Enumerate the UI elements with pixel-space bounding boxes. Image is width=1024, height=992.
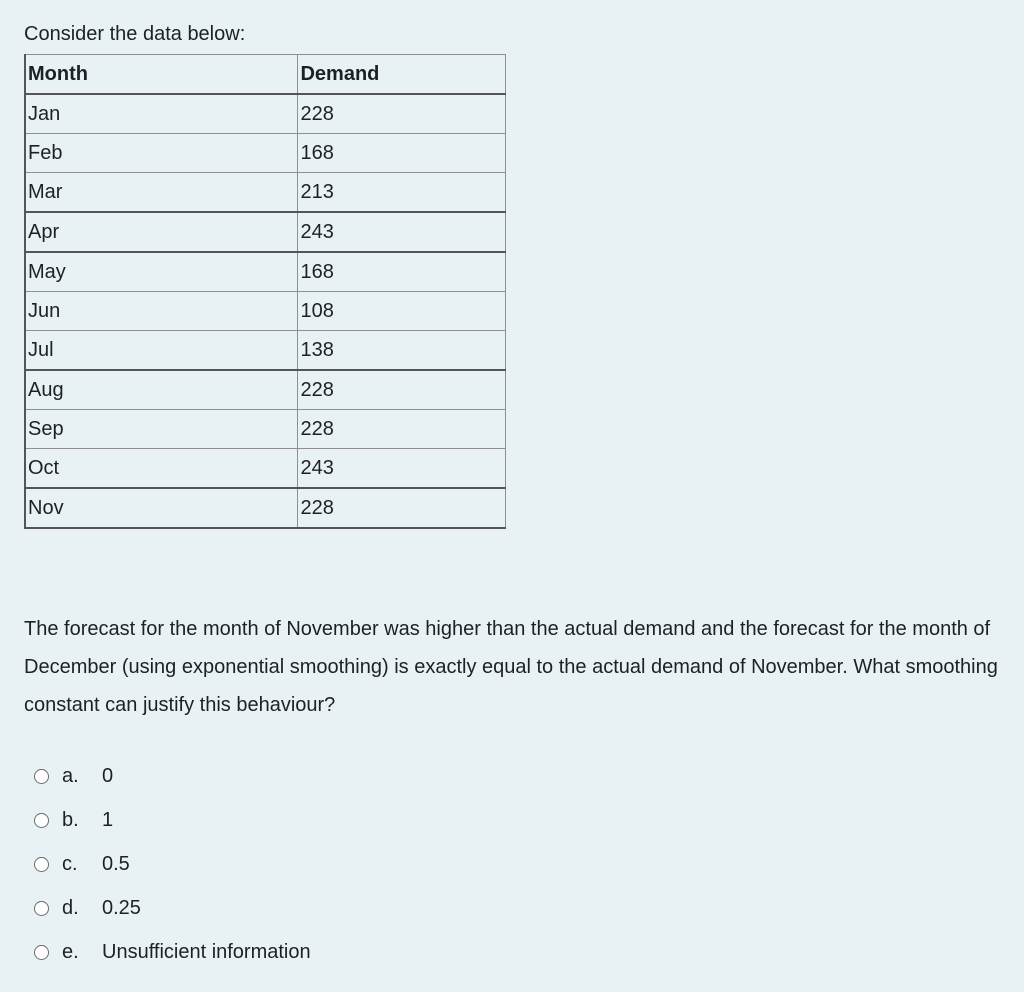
demand-cell: 213 — [298, 173, 506, 213]
option-text: 0 — [102, 764, 114, 787]
table-row — [25, 449, 506, 489]
option-text: Unsufficient information — [102, 940, 311, 963]
month-cell: Feb — [25, 134, 298, 173]
option-text: 0.25 — [102, 896, 141, 919]
demand-cell: 243 — [298, 449, 506, 489]
option-text: 0.5 — [102, 852, 130, 875]
month-cell: Apr — [25, 212, 298, 252]
option-d[interactable] — [34, 886, 311, 930]
option-text: 1 — [102, 808, 114, 831]
month-cell: Jul — [25, 331, 298, 371]
answer-options — [34, 754, 311, 974]
table-row — [25, 134, 506, 173]
month-cell: Jan — [25, 94, 298, 134]
table-header-row — [25, 55, 506, 95]
table-row — [25, 292, 506, 331]
table-row — [25, 212, 506, 252]
column-header-month: Month — [25, 55, 298, 95]
demand-cell: 168 — [298, 252, 506, 292]
table-row — [25, 370, 506, 410]
demand-table — [24, 54, 506, 529]
table-row — [25, 410, 506, 449]
demand-cell: 228 — [298, 488, 506, 528]
month-cell: Sep — [25, 410, 298, 449]
option-letter: e. — [62, 940, 79, 963]
demand-cell: 168 — [298, 134, 506, 173]
demand-cell: 228 — [298, 94, 506, 134]
demand-cell: 138 — [298, 331, 506, 371]
option-letter: d. — [62, 896, 79, 919]
demand-cell: 228 — [298, 370, 506, 410]
column-header-demand: Demand — [298, 55, 506, 95]
radio-button-icon[interactable] — [34, 901, 49, 916]
demand-cell: 243 — [298, 212, 506, 252]
month-cell: May — [25, 252, 298, 292]
month-cell: Oct — [25, 449, 298, 489]
month-cell: Mar — [25, 173, 298, 213]
month-cell: Jun — [25, 292, 298, 331]
table-row — [25, 252, 506, 292]
radio-button-icon[interactable] — [34, 813, 49, 828]
demand-cell: 228 — [298, 410, 506, 449]
month-cell: Aug — [25, 370, 298, 410]
question-text: The forecast for the month of November was higher than the actual demand and the forecast for the month of December (using exponential smoothing) is exactly equal to the actual demand of November. What smoothing constant can justify this behaviour? — [24, 618, 998, 716]
option-e[interactable] — [34, 930, 311, 974]
option-letter: c. — [62, 852, 78, 875]
table-row — [25, 488, 506, 528]
intro-text: Consider the data below: — [24, 23, 246, 45]
radio-button-icon[interactable] — [34, 945, 49, 960]
radio-button-icon[interactable] — [34, 857, 49, 872]
table-row — [25, 331, 506, 371]
option-c[interactable] — [34, 842, 311, 886]
table-row — [25, 94, 506, 134]
option-letter: b. — [62, 808, 79, 831]
demand-cell: 108 — [298, 292, 506, 331]
month-cell: Nov — [25, 488, 298, 528]
option-letter: a. — [62, 764, 79, 787]
option-b[interactable] — [34, 798, 311, 842]
option-a[interactable] — [34, 754, 311, 798]
radio-button-icon[interactable] — [34, 769, 49, 784]
table-row — [25, 173, 506, 213]
